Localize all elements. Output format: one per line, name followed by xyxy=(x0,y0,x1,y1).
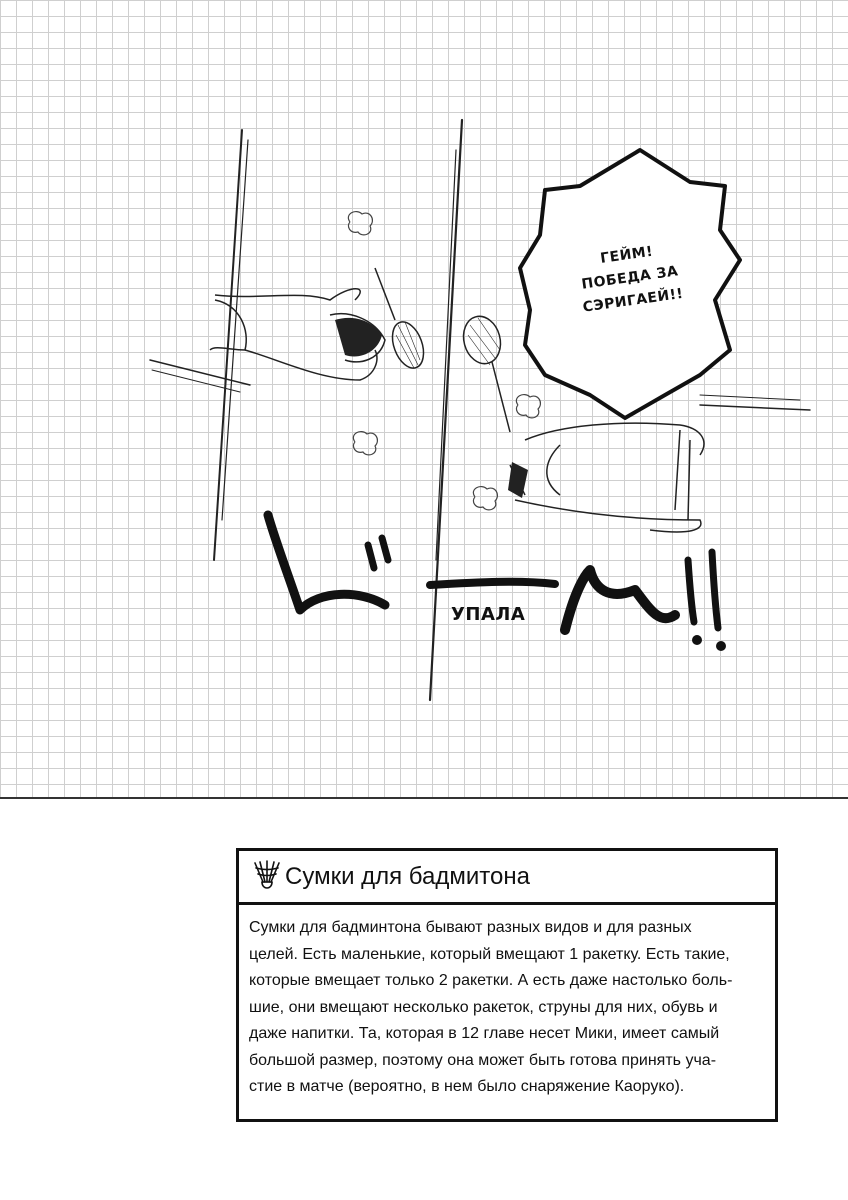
panel-bottom-border xyxy=(0,797,848,799)
note-line: целей. Есть маленькие, который вмещают 1 ракетку. Есть такие, xyxy=(249,945,730,963)
speech-line: ГЕЙМ! xyxy=(599,243,655,267)
note-line: стие в матче (вероятно, в нем было снаряжение Каоруко). xyxy=(249,1078,685,1095)
note-line: Сумки для бадминтона бывают разных видов и для разных xyxy=(249,919,692,936)
shuttlecock-icon xyxy=(253,860,281,894)
right-racket-icon xyxy=(458,312,510,432)
right-player-figure xyxy=(510,423,704,532)
note-body xyxy=(239,905,775,1101)
speech-line: СЭРИГАЕЙ!! xyxy=(581,285,685,316)
note-header xyxy=(239,851,775,905)
info-note-box xyxy=(236,848,778,1122)
left-racket-icon xyxy=(375,268,429,372)
note-title: Сумки для бадмитона xyxy=(285,862,530,890)
speech-line: ПОБЕДА ЗА xyxy=(580,263,680,293)
note-line: которые вмещает только 2 ракетки. А есть даже настолько боль- xyxy=(249,972,733,989)
note-line: даже напитки. Та, которая в 12 главе несет Мики, имеет самый xyxy=(249,1025,720,1042)
sound-effect-label: УПАЛА xyxy=(451,604,526,625)
note-line: большой размер, поэтому она может быть готова принять уча- xyxy=(249,1051,717,1069)
note-line: шие, они вмещают несколько ракеток, струны для них, обувь и xyxy=(249,998,718,1016)
sound-effect-strokes xyxy=(268,515,726,651)
